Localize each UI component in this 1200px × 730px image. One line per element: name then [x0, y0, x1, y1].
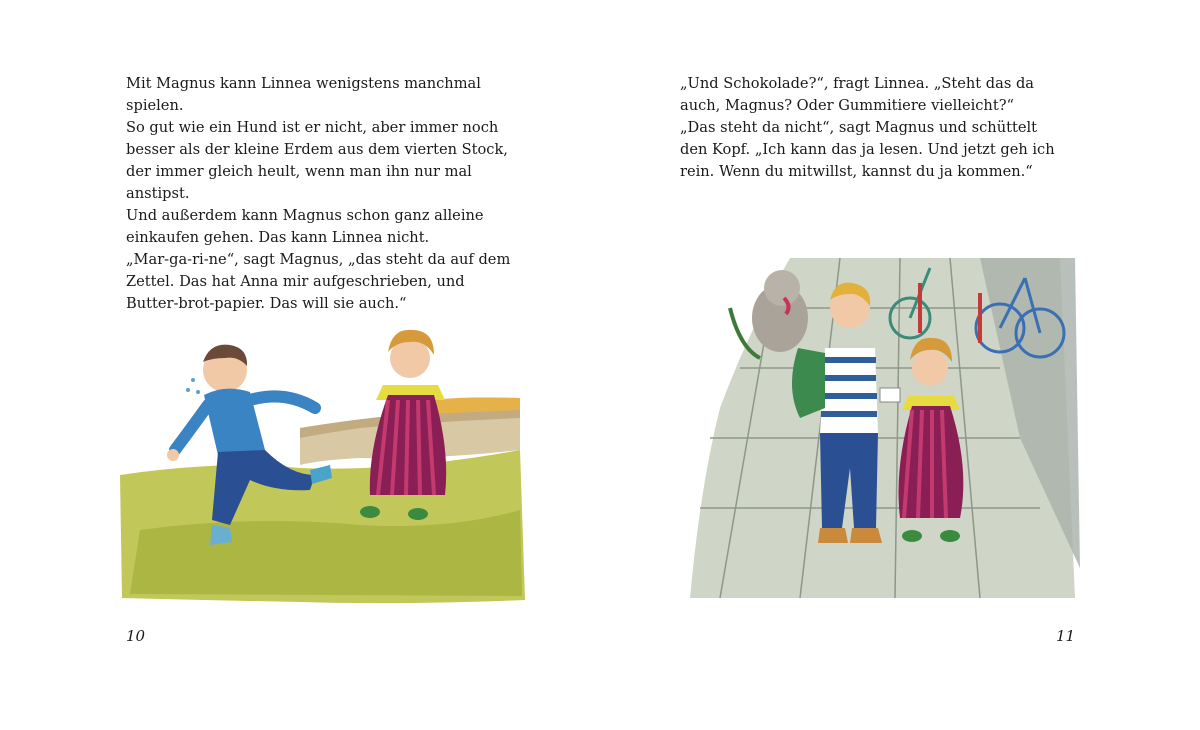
text-line: „Das steht da nicht“, sagt Magnus und schüttelt — [680, 119, 1037, 136]
text-line: Und außerdem kann Magnus schon ganz alleine — [126, 207, 484, 224]
text-line: Mit Magnus kann Linnea wenigstens manchmal — [126, 75, 481, 92]
text-line: „Und Schokolade?“, fragt Linnea. „Steht das da — [680, 75, 1035, 92]
text-line: Butter-brot-papier. Das will sie auch.“ — [126, 295, 407, 312]
right-page — [600, 0, 1200, 730]
illustration-running-boy — [100, 300, 530, 612]
text-line: spielen. — [126, 97, 184, 114]
text-line: „Mar-ga-ri-ne“, sagt Magnus, „das steht da auf dem — [126, 251, 511, 268]
text-line: rein. Wenn du mitwillst, kannst du ja kommen.“ — [680, 163, 1033, 180]
text-line: den Kopf. „Ich kann das ja lesen. Und jetzt geh ich — [680, 141, 1055, 158]
text-line: besser als der kleine Erdem aus dem vierten Stock, — [126, 141, 508, 158]
text-line: einkaufen gehen. Das kann Linnea nicht. — [126, 229, 430, 246]
text-line: der immer gleich heult, wenn man ihn nur mal — [126, 163, 472, 180]
text-line: anstipst. — [126, 185, 190, 202]
text-line: auch, Magnus? Oder Gummitiere vielleicht?“ — [680, 97, 1014, 114]
page-number: 11 — [1056, 627, 1076, 645]
illustration-sidewalk — [680, 238, 1092, 610]
page-number: 10 — [126, 627, 146, 645]
right-page-text — [680, 73, 1055, 183]
text-line: So gut wie ein Hund ist er nicht, aber immer noch — [126, 119, 499, 136]
text-line: Zettel. Das hat Anna mir aufgeschrieben, und — [126, 273, 465, 290]
left-page-text — [126, 73, 510, 315]
